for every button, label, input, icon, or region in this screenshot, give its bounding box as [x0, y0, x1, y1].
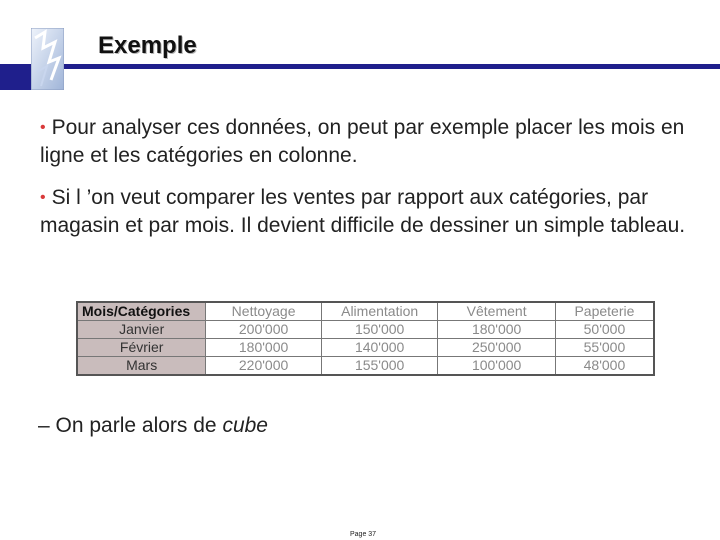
- cube-note-prefix: – On parle alors de: [38, 414, 217, 437]
- table-cell: 48'000: [555, 357, 654, 376]
- cube-note-emphasis: cube: [222, 414, 268, 437]
- row-header: Mars: [77, 357, 206, 376]
- table-corner-header: Mois/Catégories: [77, 302, 206, 321]
- column-header: Papeterie: [555, 302, 654, 321]
- bullet-icon: •: [40, 189, 46, 206]
- column-header: Nettoyage: [206, 302, 321, 321]
- paragraph-2: [40, 184, 700, 240]
- column-header: Alimentation: [321, 302, 438, 321]
- table-cell: 250'000: [438, 339, 555, 357]
- paragraph-1-text: Pour analyser ces données, on peut par exemple placer les mois en ligne et les catégories en colonne.: [40, 116, 685, 167]
- table-cell: 200'000: [206, 321, 321, 339]
- table-cell: 50'000: [555, 321, 654, 339]
- row-header: Février: [77, 339, 206, 357]
- bullet-icon: •: [40, 119, 46, 136]
- logo-icon: [31, 28, 64, 90]
- table-cell: 220'000: [206, 357, 321, 376]
- column-header: Vêtement: [438, 302, 555, 321]
- table-cell: 140'000: [321, 339, 438, 357]
- paragraph-1: [40, 114, 700, 170]
- table-row: [77, 339, 654, 357]
- table-cell: 180'000: [206, 339, 321, 357]
- table-cell: 180'000: [438, 321, 555, 339]
- cube-note: [38, 414, 268, 438]
- sales-table: [76, 301, 655, 376]
- table-cell: 55'000: [555, 339, 654, 357]
- row-header: Janvier: [77, 321, 206, 339]
- slide-title: Exemple: [98, 32, 197, 59]
- table-row: [77, 321, 654, 339]
- table-cell: 100'000: [438, 357, 555, 376]
- table-cell: 155'000: [321, 357, 438, 376]
- page-number: Page 37: [350, 531, 377, 538]
- paragraph-2-text: Si l ’on veut comparer les ventes par rapport aux catégories, par magasin et par mois. Il devient difficile de dessiner un simple tableau.: [40, 186, 686, 237]
- table-header-row: [77, 302, 654, 321]
- table-cell: 150'000: [321, 321, 438, 339]
- header-rule: [0, 64, 720, 69]
- table-row: [77, 357, 654, 376]
